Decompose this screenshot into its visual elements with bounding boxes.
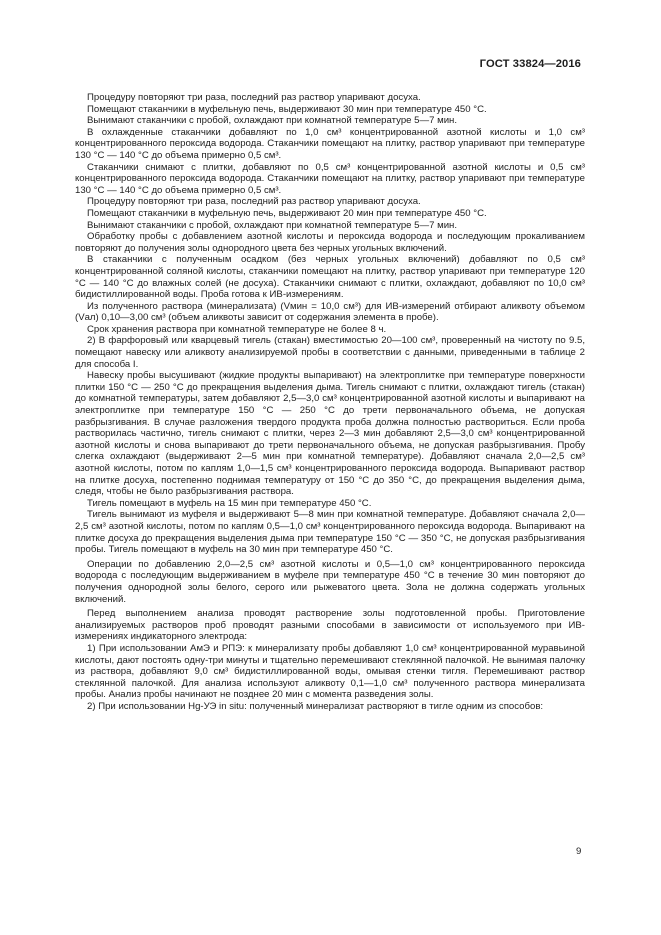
- page-number: 9: [576, 846, 582, 857]
- paragraph: 2) В фарфоровый или кварцевый тигель (стакан) вместимостью 20—100 см³, проверенный на чистоту по 9.5, помещают навеску или аликвоту анализируемой пробы в соответствии с данными, приведенными в таблице 2 для способа I.: [75, 335, 585, 370]
- body-text: [75, 92, 585, 712]
- paragraph: Срок хранения раствора при комнатной температуре не более 8 ч.: [87, 323, 387, 335]
- paragraph: Процедуру повторяют три раза, последний раз раствор упаривают досуха.: [87, 92, 421, 103]
- paragraph: Помещают стаканчики в муфельную печь, выдерживают 20 мин при температуре 450 °С.: [87, 207, 487, 219]
- paragraph: В охлажденные стаканчики добавляют по 1,0 см³ концентрированной азотной кислоты и 1,0 см³ концентрированного пероксида водорода. Стаканчики помещают на плитку, раствор упаривают при температуре 130 °С — 140 °С до объема примерно 0,5 см³.: [75, 126, 585, 161]
- paragraph: Помещают стаканчики в муфельную печь, выдерживают 30 мин при температуре 450 °С.: [87, 103, 487, 115]
- paragraph: Навеску пробы высушивают (жидкие продукты выпаривают) на электроплитке при температуре поверхности плитки 150 °С — 250 °С до прекращения выделения дыма. Тигель снимают с плитки, охлаждают тигель (стакан) до комнатной температуры, затем добавляют 2,5—3,0 см³ концентрированной азотной кислоты и выпаривают на электроплитке при температуре 150 °С — 250 °С до трети первоначального объема, не допуская разбрызгивания. В случае разложения твердого продукта проба должна полностью раствориться. Если проба растворилась частично, тигель снимают с плитки, через 2—3 мин добавляют 2,5—3,0 см³ концентрированной азотной кислоты и снова выпаривают до трети первоначального объема, не допуская разбрызгивания. Пробу слегка охлаждают (выдерживают 2—5 мин при комнатной температуре). Добавляют сначала 2,0—2,5 см³ азотной кислоты, потом по каплям 1,0—1,5 см³ концентрированного пероксида водорода. Выпаривают раствор на плитке досуха, постепенно поднимая температуру от 150 °С до 350 °С, до прекращения выделения дыма, следя, чтобы не было разбрызгивания раствора.: [75, 370, 585, 498]
- paragraph: 1) При использовании АмЭ и РПЭ: к минерализату пробы добавляют 1,0 см³ концентрированной муравьиной кислоты, дают постоять одну-три минуты и тщательно перемешивают стеклянной палочкой. Не вынимая палочку из раствора, добавляют 9,0 см³ бидистиллированной воды, омывая стенки тигля. Перемешивают раствор стеклянной палочкой. Для анализа используют аликвоту 0,1—1,0 см³ полученного раствора минерализата пробы. Анализ пробы начинают не позднее 20 мин с момента разведения золы.: [75, 642, 585, 701]
- paragraph: Процедуру повторяют три раза, последний раз раствор упаривают досуха.: [87, 196, 421, 208]
- paragraph: Из полученного раствора (минерализата) (Vмин = 10,0 см³) для ИВ-измерений отбирают аликвоту объемом (Vал) 0,10—3,00 см³ (объем аликвоты зависит от содержания элемента в пробе).: [75, 300, 585, 324]
- paragraph: Тигель вынимают из муфеля и выдерживают 5—8 мин при комнатной температуре. Добавляют сначала 2,0—2,5 см³ азотной кислоты, потом по каплям 0,5—1,0 см³ концентрированного пероксида водорода. Выпаривают на плитке досуха до прекращения выделения дыма при температуре 150 °С — 350 °С, не допуская разбрызгивания пробы. Тигель помещают в муфель на 30 мин при температуре 450 °С.: [75, 509, 585, 556]
- paragraph: 2) При использовании Hg-УЭ in situ: полученный минерализат растворяют в тигле одним из способов:: [87, 700, 544, 712]
- paragraph: Операции по добавлению 2,0—2,5 см³ азотной кислоты и 0,5—1,0 см³ концентрированного пероксида водорода с последующим выдерживанием в муфеле при температуре 450 °С в течение 30 мин повторяют до получения однородной золы белого, серого или рыжеватого цвета. Зола не должна содержать угольных включений.: [75, 558, 585, 605]
- standard-header: ГОСТ 33824—2016: [479, 58, 581, 70]
- paragraph: Вынимают стаканчики с пробой, охлаждают при комнатной температуре 5—7 мин.: [87, 219, 458, 231]
- paragraph: Обработку пробы с добавлением азотной кислоты и пероксида водорода и последующим прокаливанием повторяют до получения золы однородного цвета без черных угольных включений.: [75, 231, 585, 254]
- paragraph: Стаканчики снимают с плитки, добавляют по 0,5 см³ концентрированной азотной кислоты и 0,5 см³ концентрированного пероксида водорода. Стаканчики помещают на плитку, раствор упаривают при температуре 130 °С — 140 °С до объема примерно 0,5 см³.: [75, 161, 585, 196]
- paragraph: Перед выполнением анализа проводят растворение золы подготовленной пробы. Приготовление анализируемых растворов проб проводят разными способами в зависимости от используемого при ИВ-измерениях индикаторного электрода:: [75, 608, 585, 643]
- paragraph: Вынимают стаканчики с пробой, охлаждают при комнатной температуре 5—7 мин.: [87, 115, 458, 127]
- paragraph: В стаканчики с полученным осадком (без черных угольных включений) добавляют по 0,5 см³ концентрированной соляной кислоты, стаканчики помещают на плитку, раствор упаривают при температуре 120 °С — 140 °С до влажных солей (не досуха). Стаканчики снимают с плитки, охлаждают, добавляют по 10,0 см³ бидистиллированной воды. Проба готова к ИВ-измерениям.: [75, 254, 585, 301]
- paragraph: Тигель помещают в муфель на 15 мин при температуре 450 °С.: [87, 497, 372, 509]
